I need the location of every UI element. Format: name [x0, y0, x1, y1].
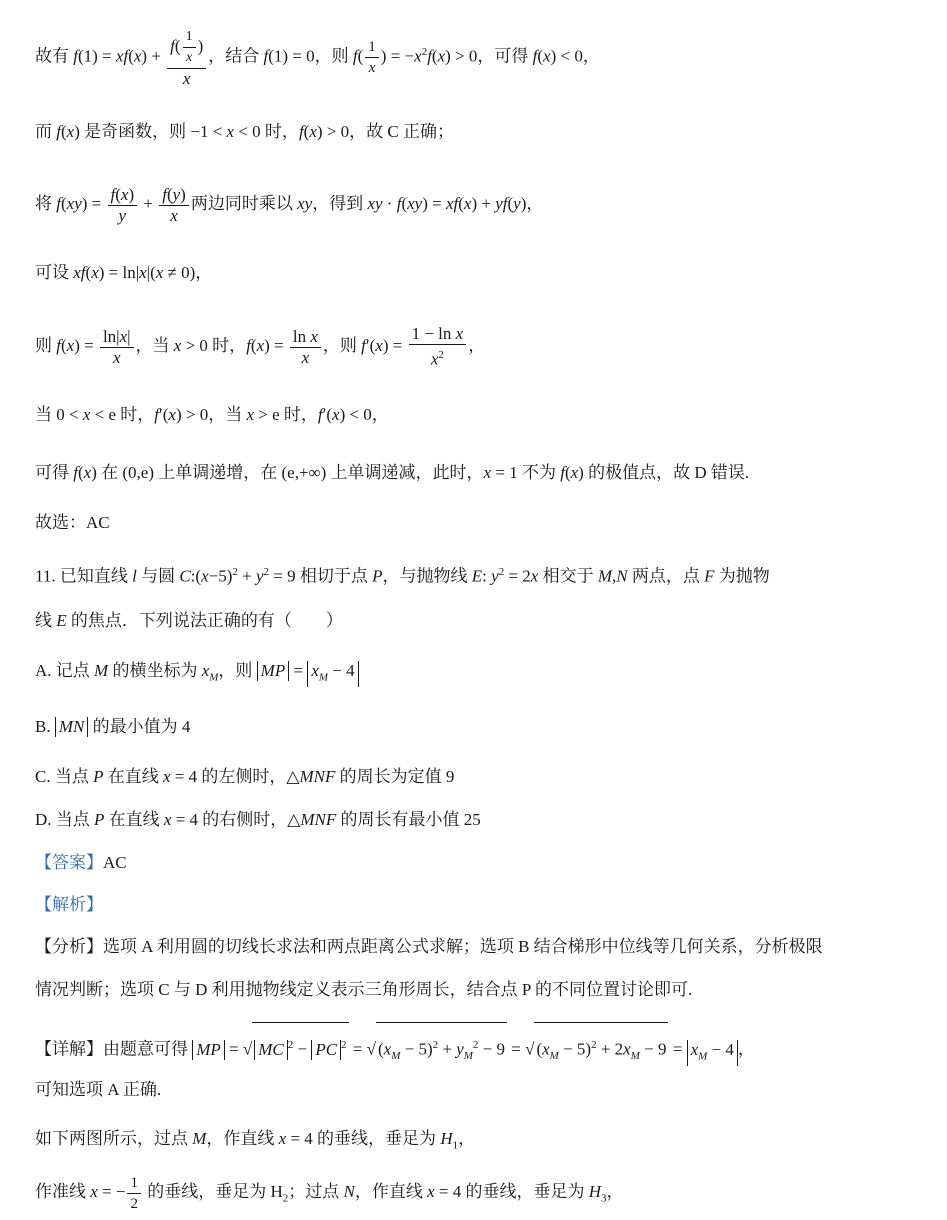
- solution-line-5: 则 f(x) = $\frac{\ln|x|}{x}$ ，当 x > 0 时，f(x) = $\frac{\text{ln x}}{x}$ ，则 f′(x) = $\frac{\text{1 − ln x}}{x^2}$ ，: [35, 324, 486, 369]
- solution-line-7: 可得 f(x) 在 (0,e) 上单调递增，在 (e,+∞) 上单调递减，此时，x = 1 不为 f(x) 的极值点，故 D 错误.: [35, 463, 750, 482]
- option-c: C. 当点 P 在直线 x = 4 的左侧时，△MNF 的周长为定值 9: [35, 767, 455, 786]
- answer-line: 【答案】AC: [35, 853, 127, 872]
- detail-line-4: 作准线 x = − $\frac{1}{2}$ 的垂线，垂足为 $H_2$；过点 N，作直线 x = 4 的垂线，垂足为 $H_3$，: [35, 1174, 624, 1212]
- option-d: D. 当点 P 在直线 x = 4 的右侧时，△MNF 的周长有最小值 25: [35, 810, 481, 829]
- question-11-stem-cont: 线 E 的焦点．下列说法正确的有（ ）: [35, 611, 343, 630]
- solution-line-1: 故有 f(1) = xf(x) + f( $\frac{1}{x}$ ) x ，结合 f(1) = 0，则 f( $\frac{1}{x}$ ) = $-x^2f(x) > 0$，可得 f(x) < 0，: [35, 28, 600, 88]
- solution-line-4: 可设 xf(x) = ln|x|(x ≠ 0)，: [35, 263, 213, 282]
- analysis-line-1: 【分析】选项 A 利用圆的切线长求法和两点距离公式求解；选项 B 结合梯形中位线等几何关系，分析极限: [35, 937, 823, 956]
- answer-tag: 【答案】: [35, 853, 103, 872]
- detail-line-1: 【详解】由题意可得 MP = √ MC $^2$ − PC $^2$ = √ $(x_M - 5)^2 + y_M^2 - 9$ = √ $(x_M - 5)^2 + 2x_M - 9 = x_M - 4$ ，: [35, 1022, 755, 1066]
- answer-choice-line: 故选：AC: [35, 513, 110, 532]
- analysis-tag: 【解析】: [35, 895, 103, 914]
- solution-line-2: 而 f(x) 是奇函数，则 −1 < x < 0 时，f(x) > 0，故 C 正确；: [35, 122, 454, 141]
- option-a: A. 记点 M 的横坐标为 $x_M$，则 MP = $x_M - 4$: [35, 660, 359, 688]
- solution-line-3: 将 f(xy) = $\frac{f(x)}{y}$ + $\frac{f(y)}{x}$ 两边同时乘以 xy，得到 xy · f(xy) = xf(x) + yf(y)，: [35, 184, 544, 225]
- option-b: B. MN 的最小值为 4: [35, 717, 191, 736]
- analysis-line-2: 情况判断；选项 C 与 D 利用抛物线定义表示三角形周长，结合点 P 的不同位置讨论即可.: [35, 980, 693, 999]
- detail-line-3: 如下两图所示，过点 M，作直线 x = 4 的垂线，垂足为 $H_1$，: [35, 1129, 476, 1152]
- question-11-stem: 11. 已知直线 l 与圆 $C:(x-5)^2 + y^2 = 9$ 相切于点 P，与抛物线 E: $y^2 = 2x$ 相交于 M,N 两点，点 F 为抛物: [35, 566, 770, 586]
- detail-line-2: 可知选项 A 正确.: [35, 1080, 162, 1099]
- solution-line-6: 当 0 < x < e 时，f′(x) > 0，当 x > e 时，f′(x) < 0，: [35, 405, 389, 424]
